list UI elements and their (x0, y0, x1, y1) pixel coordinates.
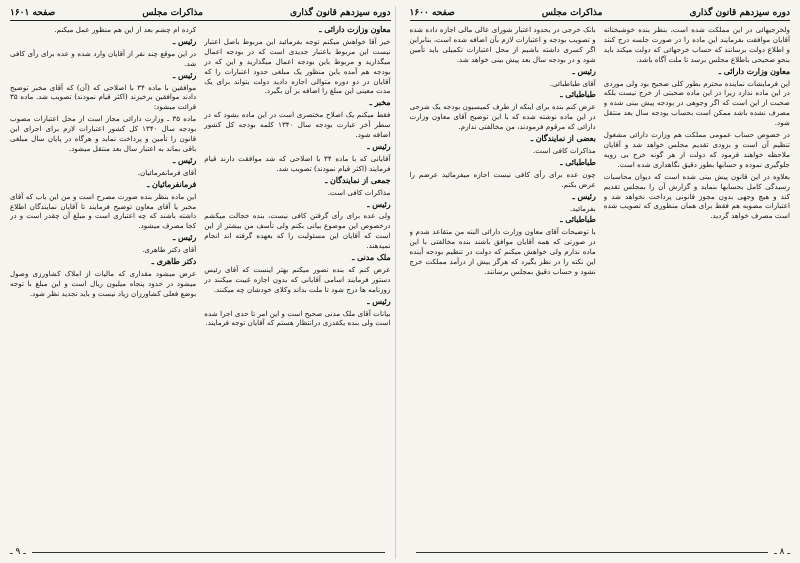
header-rule (410, 20, 791, 21)
paragraph: آقایانی که با ماده ۳۴ با اصلاحی که شد موافقت دارند قیام فرمایند (اکثر قیام نمودند) تصویب شد. (204, 153, 391, 173)
paragraph: این ماده بنظر بنده صورت مصرح است و من این باب که آقای مخبر یا آقای معاون توضیح فرمایند تا آقایان نمایندگان اطلاع داشته باشند که چه اعتباری است و مبلغ آن چقدر است و در کجا مصرف میشود. (10, 191, 197, 231)
paragraph: مذاکرات کافی است. (327, 187, 391, 197)
speaker-heading: معاون وزارت دارائی ـ (319, 25, 391, 34)
speaker-heading: جمعی از نمایندگان ـ (325, 175, 391, 185)
speaker-heading: طباطبائی ـ (560, 90, 596, 100)
left-page-running-title: دوره سیزدهم قانون گذاری (290, 8, 391, 18)
speaker-heading: رئیس ـ (367, 199, 391, 209)
paragraph: ماده ۳۵ ـ وزارت دارائی مجاز است از محل اعتبارات مصوب بودجه سال ۱۳۴۰ کل کشور اعتبارات لازم برای اجرای این قانون را تأمین و پرداخت نماید و هرگاه در پایان سال مبلغی باقی بماند به اعتبار سال بعد منتقل میشود. (10, 114, 197, 153)
paragraph: این فرمایشات نماینده محترم بطور کلی صحیح بود ولی موردی در این ماده ندارد زیرا در این ماده صحبتی از خرج نیست بلکه صحبت از این است که اگر وجوهی در بودجه پیش بینی شده و مصرف نشده باشد ممکن است بحساب بودجه سال بعد منتقل شود. (603, 78, 790, 128)
speaker-heading: فرمانفرمائیان ـ (147, 179, 197, 189)
right-page-footer (410, 545, 791, 559)
paragraph: آقای دکتر طاهری. (142, 245, 197, 255)
left-page-center-title: مذاکرات مجلس (142, 8, 203, 18)
right-page-number: صفحه ۱۶۰۰ (409, 8, 455, 18)
paragraph: آقای فرمانفرمائیان. (137, 167, 197, 177)
speaker-heading: رئیس ـ (173, 155, 197, 165)
right-page (406, 6, 795, 559)
paragraph: موافقین با ماده ۳۴ با اصلاحی که (آن) که آقای مخبر توضیح دادند موافقین برخیزند (اکثر قیام نمودند) تصویب شد. ماده ۳۵ قرائت میشود: (10, 82, 197, 112)
paragraph: بفرمائید. (569, 203, 596, 213)
right-page-center-title: مذاکرات مجلس (541, 8, 603, 18)
speaker-heading: دکتر طاهری ـ (151, 257, 197, 267)
left-page (6, 6, 396, 559)
right-page-running-title: دوره سیزدهم قانون گذاری (689, 8, 790, 18)
paragraph: با توضیحات آقای معاون وزارت دارائی البته من متقاعد شدم و در صورتی که همه آقایان موافق باشند بنده مخالفتی با این ماده ندارم ولی خواهش میکنم که دولت در تنظیم بودجه آینده این نکته را در نظر بگیرد که هرگز بیش از درآمد مملکت خرج نشود و حساب دقیق بمجلس برسانند. (409, 227, 596, 276)
speaker-heading: معاون وزارت دارائی ـ (718, 66, 790, 76)
speaker-heading: رئیس ـ (173, 70, 197, 80)
paragraph: بعلاوه در این قانون پیش بینی شده است که دیوان محاسبات رسیدگی کامل بحسابها بنماید و گزارش آن را بمجلس تقدیم کند و هیچ وجهی بدون مجوز قانونی پرداخت نخواهد شد و اعتبارات مصوبه هم فقط برای همان منظوری که تصویب شده است مصرف خواهد گردید. (603, 171, 790, 221)
right-page-columns (410, 25, 791, 543)
paragraph: عرض کنم بنده برای اینکه از طرف کمیسیون بودجه یک شرحی در این ماده نوشته شده که با این توضیح آقای معاون وزارت دارائی که مرقوم فرمودند، من مخالفتی ندارم. (409, 102, 596, 132)
left-page-header (10, 6, 391, 20)
paragraph: بیانات آقای ملک مدنی صحیح است و این امر تا حدی اجرا شده است ولی بنده یکقدری درانتظار هستم که آقایان توجه فرمایند. (204, 308, 391, 328)
left-page-column-right (204, 25, 390, 543)
paragraph: کرده ام چشم بعد از این هم منظور عمل میکنم. (54, 25, 197, 34)
paragraph: عرض کنم که بنده تصور میکنم بهتر اینست که آقای رئیس دستور فرمایند اسامی آقایانی که بدون اجازه غیبت میکنند در روزنامه ها درج شود تا ملت بداند وکلای خودشان چه میکنند. (204, 264, 391, 294)
speaker-heading: رئیس ـ (173, 36, 197, 46)
paragraph: مذاکرات کافی است. (533, 145, 596, 155)
right-page-header (410, 6, 791, 20)
paragraph: چون عده برای رأی کافی نیست اجازه میفرمائید عرضم را عرض بکنم. (409, 169, 596, 189)
paragraph: در این موقع چند نفر از آقایان وارد شده و عده برای رأی کافی شد. (10, 48, 197, 68)
paragraph: آقای طباطبائی. (549, 78, 596, 88)
right-page-footer-number: ـ ۸ ـ (774, 547, 790, 557)
paragraph: ولی عده برای رأی گرفتن کافی نیست، بنده خجالت میکشم درخصوص این موضوع بیانی بکنم ولی تأسف من بیشتر از این است که آقایان این مسئولیت را که بعهده گرفته اند انجام نمیدهند. (204, 211, 391, 251)
left-page-column-left (10, 25, 196, 543)
footer-rule (32, 552, 385, 553)
left-page-columns (10, 25, 391, 543)
speaker-heading: رئیس ـ (572, 191, 596, 201)
speaker-heading: مخبر ـ (369, 98, 391, 108)
speaker-heading: طباطبائی ـ (560, 157, 596, 167)
paragraph: فقط میکنم یک اصلاح مختصری است در این ماده بشود که در سطر آخر عبارت بودجه سال ۱۳۴۰ کلمه بودجه کل کشور اضافه شود. (204, 110, 391, 140)
speaker-heading: ملک مدنی ـ (352, 253, 391, 263)
right-page-column-right (604, 25, 790, 543)
left-page-footer-number: ـ ۹ ـ (10, 547, 26, 557)
left-page-number: صفحه ۱۶۰۱ (10, 8, 56, 18)
paragraph: ولخرجیهائی در این مملکت شده است، بنظر بنده خوشبختانه آقایان موافقت بفرمایند این ماده را در صورت جلسه درج کنند و اطلاع دولت برسانند که حساب خرجهائی که دولت میکند باید بنحو صحیحی باطلاع مجلس برسد تا ملت آگاه باشد. (603, 25, 790, 64)
speaker-heading: بعضی از نمایندگان ـ (530, 134, 596, 144)
footer-rule (416, 552, 769, 553)
left-page-footer (10, 545, 391, 559)
header-rule (10, 20, 391, 21)
paragraph: خیر آقا خواهش میکنم توجه بفرمائید این مربوط باصل اعتبار نیست این مربوط باعتبار جدیدی است که در بودجه اعمال میگذارید و مربوط باین بودجه اعمال میگذارید و این که در بودجه هم آمده باین منظور یک مبلغی حدود اعتبارات را که آقایان در دو دوره متوالی اجازه دادید دولت بتواند برای یک مدت معینی این مبلغ را اضافه بر آن بگیرد. (204, 36, 391, 96)
paragraph: بانک خرجی در بحدود اعتبار شورای عالی مالی اجازه داده شده و تصویب بودجه و اعتبارات لازم بآن اضافه شده است، بنابراین اگر کسری داشته باشیم از محل اعتبارات تکمیلی باید تأمین شود و در بودجه سال بعد پیش بینی خواهد شد. (409, 25, 596, 64)
paragraph: عرض میشود مقداری که مالیات از املاک کشاورزی وصول میشود در حدود پنجاه میلیون ریال است و این مبلغ با توجه بوضع فعلی کشاورزان زیاد نیست و باید تجدید نظر شود. (10, 268, 197, 298)
speaker-heading: طباطبائی ـ (560, 215, 596, 225)
speaker-heading: رئیس ـ (572, 66, 596, 76)
right-page-column-left (410, 25, 596, 543)
speaker-heading: رئیس ـ (367, 141, 391, 151)
speaker-heading: رئیس ـ (173, 233, 197, 243)
speaker-heading: رئیس ـ (367, 296, 391, 306)
paragraph: در خصوص حساب عمومی مملکت هم وزارت دارائی مشغول تنظیم آن است و بزودی تقدیم مجلس خواهد شد و آقایان ملاحظه خواهند فرمود که دولت از هر گونه خرج بی رویه جلوگیری نموده و حسابها بطور دقیق نگاهداری شده است. (603, 130, 790, 169)
